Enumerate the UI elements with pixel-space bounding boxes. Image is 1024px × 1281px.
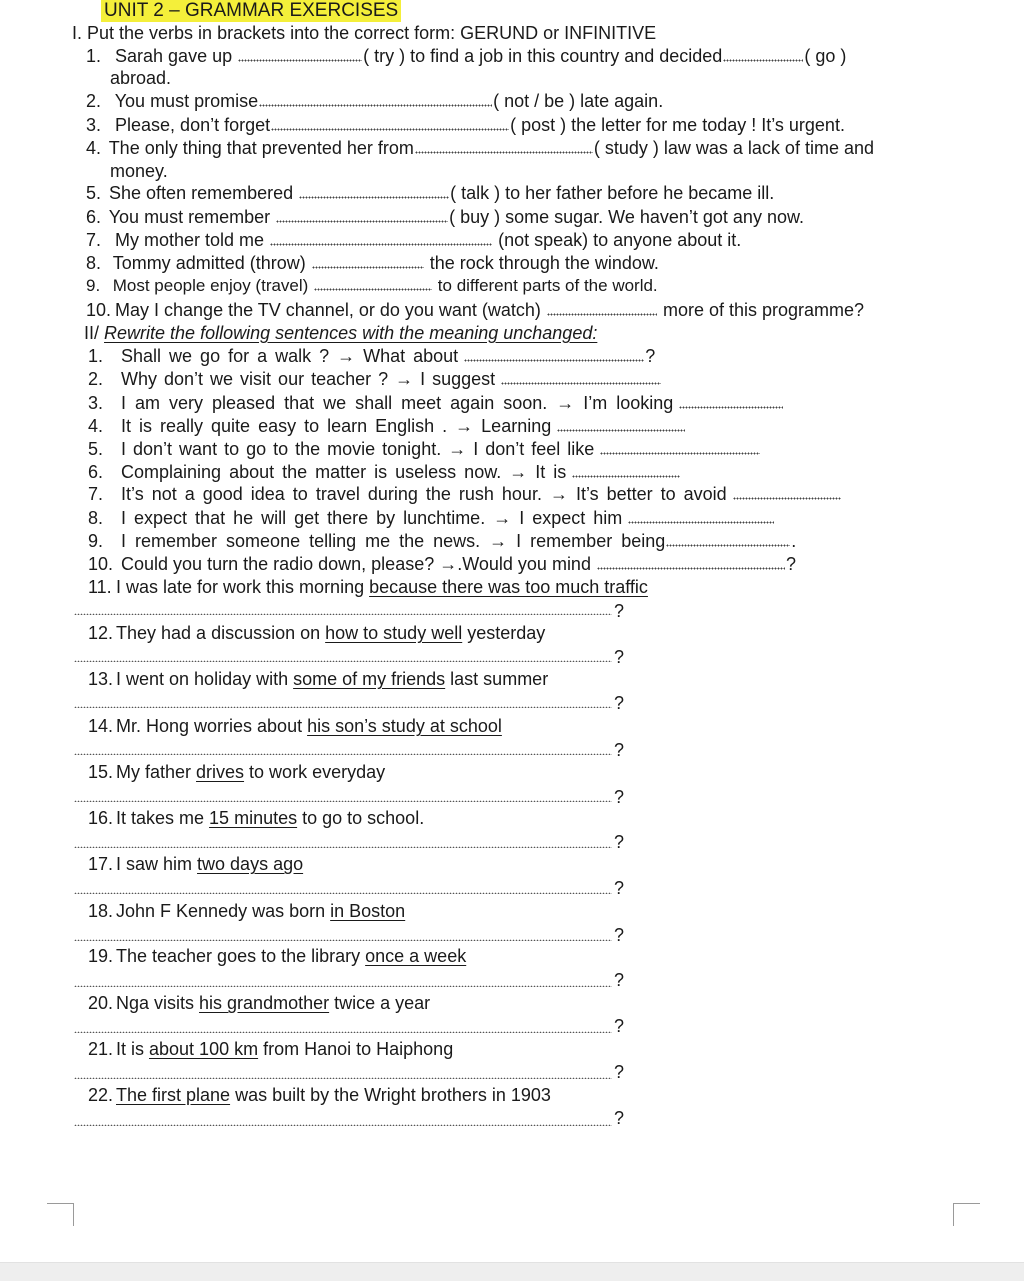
- question-mark: ?: [614, 647, 625, 667]
- exercise-2-item-7: [88, 483, 842, 505]
- answer-blank[interactable]: [299, 196, 449, 199]
- underlined-text: his grandmother: [199, 993, 330, 1013]
- item-number: 2.: [88, 369, 104, 389]
- question-mark: ?: [614, 601, 625, 621]
- answer-blank[interactable]: [557, 429, 685, 432]
- section-2-heading-text: Rewrite the following sentences with the meaning unchanged:: [104, 323, 598, 343]
- question-mark: ?: [614, 1108, 625, 1128]
- item-text: May I change the TV channel, or do you want (watch): [115, 300, 541, 320]
- item-text: Shall we go for a walk ? → What about: [121, 346, 459, 366]
- item-continuation: money.: [110, 161, 168, 181]
- item-text: ( not / be ) late again.: [493, 91, 664, 111]
- underlined-text: his son’s study at school: [307, 716, 502, 736]
- item-number: 4.: [86, 138, 102, 158]
- item-text: I remember someone telling me the news. → I remember being: [121, 531, 666, 551]
- exercise-2-item-3: [88, 392, 784, 414]
- answer-blank[interactable]: [464, 359, 644, 362]
- item-text: John F Kennedy was born: [116, 901, 331, 921]
- item-text: more of this programme?: [662, 300, 865, 320]
- section-2-heading-prefix: II/: [84, 323, 100, 343]
- answer-blank[interactable]: [271, 128, 509, 131]
- item-number: 16.: [88, 808, 114, 828]
- item-number: 22.: [88, 1085, 114, 1105]
- answer-blank[interactable]: [270, 243, 492, 246]
- answer-line[interactable]: [74, 892, 612, 894]
- exercise-2-item-6: [88, 461, 681, 483]
- item-number: 5.: [86, 183, 102, 203]
- answer-blank[interactable]: [276, 220, 448, 223]
- item-end: .: [791, 531, 797, 551]
- page-corner-mark-left: [47, 1203, 74, 1226]
- item-text: The teacher goes to the library: [116, 946, 366, 966]
- underlined-text: how to study well: [325, 623, 463, 643]
- answer-blank[interactable]: [723, 59, 803, 62]
- item-text: They had a discussion on: [116, 623, 326, 643]
- item-text: Tommy admitted (throw): [112, 253, 306, 273]
- answer-blank[interactable]: [238, 59, 362, 62]
- question-mark: ?: [614, 787, 625, 807]
- answer-line[interactable]: [74, 800, 612, 802]
- question-13: [88, 668, 548, 690]
- item-text: Please, don’t forget: [115, 115, 271, 135]
- question-mark: ?: [614, 693, 625, 713]
- item-text: It takes me: [116, 808, 210, 828]
- item-number: 17.: [88, 854, 114, 874]
- item-number: 9.: [86, 276, 101, 295]
- exercise-1-item-10: [86, 299, 864, 321]
- question-mark: ?: [614, 1016, 625, 1036]
- exercise-1-item-6: [86, 206, 804, 228]
- exercise-1-item-2: [86, 90, 663, 112]
- item-text: ( study ) law was a lack of time and: [593, 138, 874, 158]
- item-text: to different parts of the world.: [437, 276, 658, 295]
- question-17: [88, 853, 303, 875]
- item-text: I expect that he will get there by lunchtime. → I expect him: [121, 508, 623, 528]
- question-mark: ?: [614, 970, 625, 990]
- item-number: 5.: [88, 439, 104, 459]
- underlined-text: drives: [196, 762, 245, 782]
- item-text: I don’t want to go to the movie tonight. → I don’t feel like: [121, 439, 595, 459]
- item-number: 1.: [88, 346, 104, 366]
- item-text: to work everyday: [244, 762, 386, 782]
- exercise-1-item-1: [86, 45, 846, 67]
- exercise-2-item-2: [88, 368, 662, 390]
- answer-blank[interactable]: [415, 151, 593, 154]
- answer-blank[interactable]: [733, 497, 841, 500]
- item-text: Mr. Hong worries about: [116, 716, 308, 736]
- item-text: to go to school.: [297, 808, 425, 828]
- answer-blank[interactable]: [312, 266, 424, 269]
- question-14: [88, 715, 502, 737]
- item-text: twice a year: [329, 993, 431, 1013]
- item-number: 8.: [88, 508, 104, 528]
- item-number: 11.: [88, 577, 112, 597]
- item-number: 12.: [88, 623, 114, 643]
- exercise-2-item-9: [88, 530, 796, 552]
- answer-line[interactable]: [74, 613, 612, 615]
- answer-blank[interactable]: [628, 521, 774, 524]
- answer-line[interactable]: [74, 939, 612, 941]
- underlined-text: because there was too much traffic: [369, 577, 648, 597]
- question-12: [88, 622, 545, 644]
- answer-blank[interactable]: [501, 382, 661, 385]
- exercise-1-item-9: [86, 275, 658, 297]
- exercise-2-item-10: [88, 553, 796, 575]
- item-text: from Hanoi to Haiphong: [258, 1039, 454, 1059]
- item-number: 20.: [88, 993, 114, 1013]
- question-mark: ?: [614, 878, 625, 898]
- exercise-1-item-3: [86, 114, 845, 136]
- answer-blank[interactable]: [679, 406, 783, 409]
- item-number: 7.: [88, 484, 104, 504]
- question-mark: ?: [614, 1062, 625, 1082]
- exercise-2-item-5: [88, 438, 761, 460]
- question-11: [88, 576, 648, 598]
- item-text: ( talk ) to her father before he became ill.: [450, 183, 775, 203]
- exercise-2-item-4: [88, 415, 686, 437]
- item-text: Most people enjoy (travel): [112, 276, 309, 295]
- item-end: ?: [785, 554, 796, 574]
- item-text: Sarah gave up: [115, 46, 233, 66]
- item-text: It is really quite easy to learn English . → Learning: [121, 416, 552, 436]
- question-mark: ?: [614, 740, 625, 760]
- item-text: (not speak) to anyone about it.: [498, 230, 742, 250]
- question-19: [88, 945, 466, 967]
- section-2-heading: [84, 322, 597, 344]
- item-text: My mother told me: [115, 230, 265, 250]
- exercise-1-item-8: [86, 252, 659, 274]
- exercise-1-item-4: [86, 137, 874, 159]
- item-end: ?: [645, 346, 656, 366]
- viewer-bottom-bar: [0, 1262, 1024, 1281]
- question-22: [88, 1084, 551, 1106]
- underlined-text: The first plane: [116, 1085, 231, 1105]
- item-continuation: abroad.: [110, 68, 172, 88]
- underlined-text: some of my friends: [293, 669, 446, 689]
- question-20: [88, 992, 430, 1014]
- answer-blank[interactable]: [600, 452, 760, 455]
- answer-line[interactable]: [74, 1031, 612, 1033]
- item-text: the rock through the window.: [429, 253, 659, 273]
- item-text: ( go ): [804, 46, 847, 66]
- item-text: The only thing that prevented her from: [108, 138, 414, 158]
- answer-line[interactable]: [74, 846, 612, 848]
- item-text: I went on holiday with: [116, 669, 294, 689]
- answer-blank[interactable]: [259, 104, 492, 107]
- underlined-text: once a week: [365, 946, 467, 966]
- answer-blank[interactable]: [547, 313, 657, 316]
- item-text: ( buy ) some sugar. We haven’t got any now.: [449, 207, 804, 227]
- underlined-text: in Boston: [330, 901, 406, 921]
- answer-line[interactable]: [74, 706, 612, 708]
- exercise-2-item-8: [88, 507, 775, 529]
- item-number: 3.: [86, 115, 102, 135]
- underlined-text: about 100 km: [149, 1039, 259, 1059]
- item-text: I am very pleased that we shall meet again soon. → I’m looking: [121, 393, 674, 413]
- item-text: Why don’t we visit our teacher ? → I suggest: [121, 369, 496, 389]
- item-text: yesterday: [462, 623, 546, 643]
- item-text: ( post ) the letter for me today ! It’s urgent.: [510, 115, 845, 135]
- item-number: 21.: [88, 1039, 114, 1059]
- question-mark: ?: [614, 832, 625, 852]
- item-number: 19.: [88, 946, 114, 966]
- question-18: [88, 900, 405, 922]
- item-text: I saw him: [116, 854, 198, 874]
- question-mark: ?: [614, 925, 625, 945]
- answer-blank[interactable]: [666, 544, 790, 547]
- item-number: 6.: [88, 462, 104, 482]
- item-number: 15.: [88, 762, 114, 782]
- item-number: 18.: [88, 901, 114, 921]
- item-number: 4.: [88, 416, 104, 436]
- question-21: [88, 1038, 453, 1060]
- item-text: Complaining about the matter is useless now. → It is: [121, 462, 567, 482]
- item-number: 10.: [88, 554, 114, 574]
- item-text: Nga visits: [116, 993, 200, 1013]
- item-text: She often remembered: [109, 183, 294, 203]
- item-text: It’s not a good idea to travel during the rush hour. → It’s better to avoid: [121, 484, 727, 504]
- question-15: [88, 761, 385, 783]
- answer-blank[interactable]: [572, 475, 680, 478]
- item-number: 2.: [86, 91, 102, 111]
- item-text: It is: [116, 1039, 150, 1059]
- answer-blank[interactable]: [597, 567, 785, 570]
- item-number: 13.: [88, 669, 114, 689]
- item-text: You must promise: [114, 91, 259, 111]
- item-text: last summer: [445, 669, 549, 689]
- answer-line[interactable]: [74, 1124, 612, 1126]
- item-number: 10.: [86, 300, 112, 320]
- page-title: UNIT 2 – GRAMMAR EXERCISES: [101, 0, 401, 22]
- item-number: 6.: [86, 207, 102, 227]
- page-corner-mark-right: [953, 1203, 980, 1226]
- exercise-1-item-7: [86, 229, 741, 251]
- answer-line[interactable]: [74, 1077, 612, 1079]
- item-number: 7.: [86, 230, 102, 250]
- item-text: I was late for work this morning: [116, 577, 370, 597]
- item-text: My father: [116, 762, 197, 782]
- item-text: Could you turn the radio down, please? →.Would you mind: [121, 554, 591, 574]
- item-text: ( try ) to find a job in this country and decided: [363, 46, 723, 66]
- item-text: You must remember: [108, 207, 271, 227]
- answer-line[interactable]: [74, 753, 612, 755]
- item-number: 14.: [88, 716, 114, 736]
- question-16: [88, 807, 424, 829]
- answer-line[interactable]: [74, 660, 612, 662]
- item-number: 1.: [86, 46, 102, 66]
- item-number: 8.: [86, 253, 102, 273]
- exercise-1-item-5: [86, 182, 774, 204]
- underlined-text: 15 minutes: [209, 808, 298, 828]
- answer-blank[interactable]: [314, 288, 432, 291]
- item-number: 9.: [88, 531, 104, 551]
- underlined-text: two days ago: [197, 854, 304, 874]
- item-text: was built by the Wright brothers in 1903: [230, 1085, 551, 1105]
- answer-line[interactable]: [74, 985, 612, 987]
- exercise-2-item-1: [88, 345, 655, 367]
- item-number: 3.: [88, 393, 104, 413]
- section-1-heading: I. Put the verbs in brackets into the correct form: GERUND or INFINITIVE: [72, 23, 657, 43]
